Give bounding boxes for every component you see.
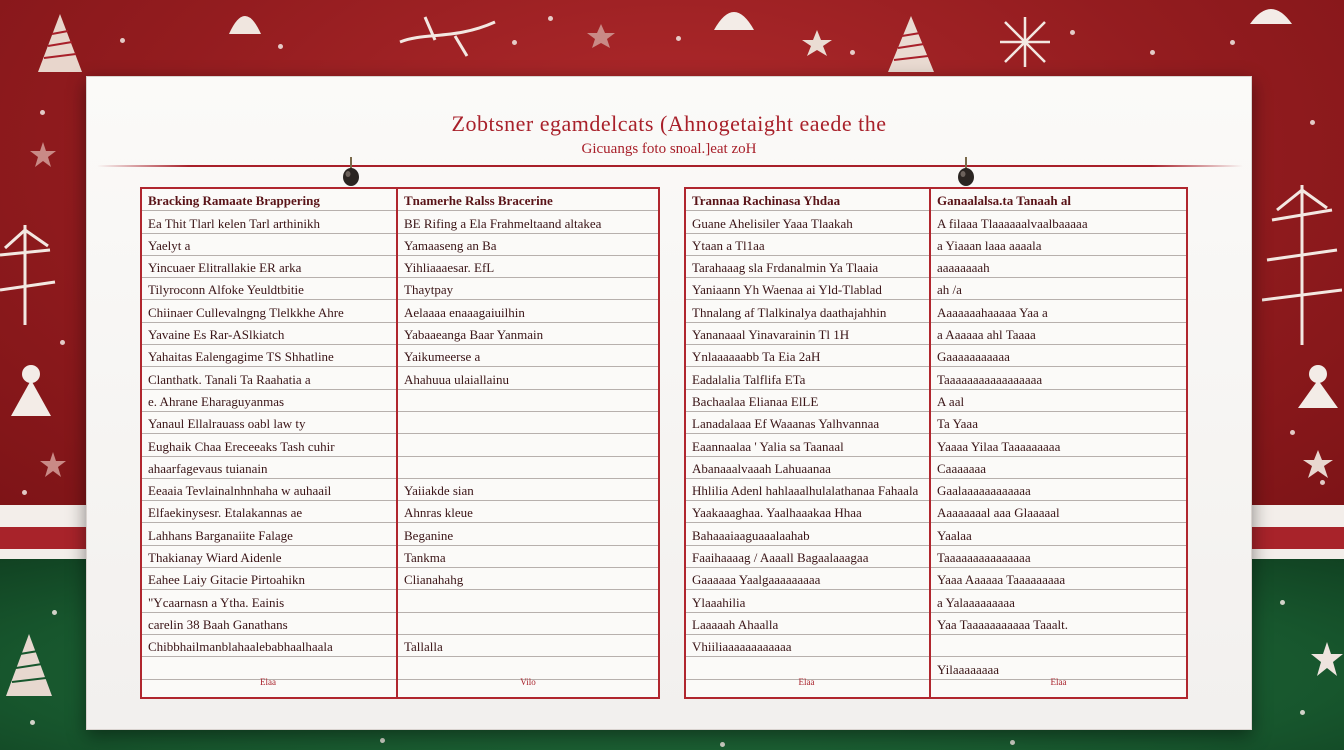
table-cell: Yaalaa	[931, 523, 1186, 545]
table-cell	[398, 457, 658, 479]
star-icon	[38, 450, 68, 480]
table-cell: Bachaalaa Elianaa ElLE	[686, 390, 929, 412]
table-cell: Yanaul Ellalrauass oabl law ty	[142, 412, 396, 434]
table-cell: Trannaa Rachinasa Yhdaa	[686, 189, 929, 211]
right-table-footer-1: Elaa	[798, 677, 815, 687]
table-cell	[398, 390, 658, 412]
table-cell: Ylaaahilia	[686, 590, 929, 612]
table-cell: Yaakaaaghaa. Yaalhaaakaa Hhaa	[686, 501, 929, 523]
table-cell: BE Rifing a Ela Frahmeltaand altakea	[398, 211, 658, 233]
schedule-board	[86, 76, 1252, 730]
star-icon	[28, 140, 58, 170]
table-cell: Tilyroconn Alfoke Yeuldtbitie	[142, 278, 396, 300]
table-cell: e. Ahrane Eharaguyanmas	[142, 390, 396, 412]
table-cell: Taaaaaaaaaaaaaaaaa	[931, 367, 1186, 389]
left-table-footer-2: Vilo	[520, 677, 536, 687]
table-cell: Hhlilia Adenl hahlaaalhulalathanaa Fahaala	[686, 479, 929, 501]
right-table-footer-2: Elaa	[1050, 677, 1067, 687]
table-cell: aaaaaaaah	[931, 256, 1186, 278]
table-cell: Guane Ahelisiler Yaaa Tlaakah	[686, 211, 929, 233]
table-cell: Beganine	[398, 523, 658, 545]
bell-icon	[225, 2, 265, 38]
table-cell: Yabaaeanga Baar Yanmain	[398, 323, 658, 345]
table-cell	[398, 412, 658, 434]
left-schedule-table	[140, 187, 660, 699]
table-cell: Ahnras kleue	[398, 501, 658, 523]
table-cell: A aal	[931, 390, 1186, 412]
table-cell: Yihliaaaesar. EfL	[398, 256, 658, 278]
pushpin-icon	[342, 157, 360, 187]
table-cell: a Yiaaan laaa aaaala	[931, 234, 1186, 256]
table-cell	[398, 434, 658, 456]
table-cell: Caaaaaaa	[931, 457, 1186, 479]
table-cell: Eughaik Chaa Ereceeaks Tash cuhir	[142, 434, 396, 456]
table-cell: Eahee Laiy Gitacie Pirtoahikn	[142, 568, 396, 590]
snowy-tree-icon	[0, 220, 60, 330]
table-cell: Yaa Taaaaaaaaaaa Taaalt.	[931, 613, 1186, 635]
table-cell: Yahaitas Ealengagime TS Shhatline	[142, 345, 396, 367]
table-cell: Bracking Ramaate Brappering	[142, 189, 396, 211]
table-cell: "Ycaarnasn a Ytha. Eainis	[142, 590, 396, 612]
table-cell: Ta Yaaa	[931, 412, 1186, 434]
table-cell: Thakianay Wiard Aidenle	[142, 546, 396, 568]
table-cell: Vhiiliaaaaaaaaaaaa	[686, 635, 929, 657]
table-cell: Yamaaseng an Ba	[398, 234, 658, 256]
bell-icon	[1244, 0, 1298, 26]
table-cell: Laaaaah Ahaalla	[686, 613, 929, 635]
board-title-line1: Zobtsner egamdelcats (Ahnogetaight eaede the	[451, 111, 887, 136]
left-table-footer-1: Elaa	[260, 677, 276, 687]
table-cell: Yananaaal Yinavarainin Tl 1H	[686, 323, 929, 345]
table-cell: Taaaaaaaaaaaaaaa	[931, 546, 1186, 568]
table-cell: Ynlaaaaaabb Ta Eia 2aH	[686, 345, 929, 367]
table-cell	[398, 613, 658, 635]
table-cell: Tallalla	[398, 635, 658, 657]
table-cell: Tnamerhe Ralss Bracerine	[398, 189, 658, 211]
table-cell: Ahahuua ulaiallainu	[398, 367, 658, 389]
table-cell: Abanaaalvaaah Lahuaanaa	[686, 457, 929, 479]
table-cell: Lahhans Barganaiite Falage	[142, 523, 396, 545]
table-cell: a Yalaaaaaaaaa	[931, 590, 1186, 612]
snowflake-icon	[990, 12, 1060, 72]
table-cell: carelin 38 Baah Ganathans	[142, 613, 396, 635]
table-cell: Clanthatk. Tanali Ta Raahatia a	[142, 367, 396, 389]
table-cell: ahaarfagevaus tuianain	[142, 457, 396, 479]
right-table-column-1	[686, 189, 931, 697]
table-cell: Thaytpay	[398, 278, 658, 300]
table-cell: Chibbhailmanblahaalebabhaalhaala	[142, 635, 396, 657]
table-cell: Faaihaaaag / Aaaall Bagaalaaagaa	[686, 546, 929, 568]
right-table-column-2	[931, 189, 1186, 697]
star-icon	[1300, 448, 1336, 480]
star-icon	[800, 28, 834, 58]
table-cell: Gaaaaaa Yaalgaaaaaaaaa	[686, 568, 929, 590]
table-cell: Yaikumeerse a	[398, 345, 658, 367]
table-cell: Aelaaaa enaaagaiuilhin	[398, 300, 658, 322]
table-cell: Aaaaaaahaaaaa Yaa a	[931, 300, 1186, 322]
table-cell: Yilaaaaaaaa	[931, 657, 1186, 679]
table-cell: Eeaaia Tevlainalnhnhaha w auhaail	[142, 479, 396, 501]
table-cell: Ea Thit Tlarl kelen Tarl arthinikh	[142, 211, 396, 233]
christmas-tree-icon	[30, 10, 90, 80]
table-cell: Eadalalia Talflifa ETa	[686, 367, 929, 389]
table-cell: Tarahaaag sla Frdanalmin Ya Tlaaia	[686, 256, 929, 278]
table-cell: Yaelyt a	[142, 234, 396, 256]
table-cell: Eaannaalaa ' Yalia sa Taanaal	[686, 434, 929, 456]
table-cell: Lanadalaaa Ef Waaanas Yalhvannaa	[686, 412, 929, 434]
table-cell: Tankma	[398, 546, 658, 568]
table-cell	[931, 635, 1186, 657]
table-cell: Yaaaa Yilaa Taaaaaaaaa	[931, 434, 1186, 456]
table-cell: Aaaaaaaal aaa Glaaaaal	[931, 501, 1186, 523]
right-schedule-table	[684, 187, 1188, 699]
table-cell: Thnalang af Tlalkinalya daathajahhin	[686, 300, 929, 322]
table-cell: Elfaekinysesr. Etalakannas ae	[142, 501, 396, 523]
table-cell: ah /a	[931, 278, 1186, 300]
christmas-tree-icon	[0, 630, 58, 700]
pushpin-icon	[957, 157, 975, 187]
table-cell: Clianahahg	[398, 568, 658, 590]
table-cell: Ganaalalsa.ta Tanaah al	[931, 189, 1186, 211]
board-title	[87, 111, 1251, 159]
table-cell: Yavaine Es Rar-ASlkiatch	[142, 323, 396, 345]
holly-branch-icon	[395, 12, 505, 62]
title-rule	[97, 165, 1243, 167]
star-icon	[1310, 640, 1344, 680]
table-cell: Gaaaaaaaaaaa	[931, 345, 1186, 367]
table-cell: Ytaan a Tl1aa	[686, 234, 929, 256]
table-cell: a Aaaaaa ahl Taaaa	[931, 323, 1186, 345]
table-cell: A filaaa Tlaaaaaalvaalbaaaaa	[931, 211, 1186, 233]
snowy-tree-icon	[1262, 180, 1342, 350]
table-cell: Yincuaer Elitrallakie ER arka	[142, 256, 396, 278]
star-icon	[585, 22, 617, 50]
angel-ornament-icon	[5, 360, 57, 420]
table-cell: Chiinaer Cullevalngng Tlelkkhe Ahre	[142, 300, 396, 322]
left-table-column-1	[142, 189, 398, 697]
table-cell	[398, 590, 658, 612]
christmas-tree-icon	[880, 12, 942, 76]
table-cell: Gaalaaaaaaaaaaaa	[931, 479, 1186, 501]
left-table-column-2	[398, 189, 658, 697]
angel-ornament-icon	[1292, 360, 1344, 412]
table-cell: Yaaa Aaaaaa Taaaaaaaaa	[931, 568, 1186, 590]
bell-icon	[708, 0, 760, 34]
table-cell: Bahaaaiaaguaaalaahab	[686, 523, 929, 545]
table-cell: Yaiiakde sian	[398, 479, 658, 501]
table-cell: Yaniaann Yh Waenaa ai Yld-Tlablad	[686, 278, 929, 300]
board-title-line2: Gicuangs foto snoal.]eat zoH	[581, 141, 757, 157]
